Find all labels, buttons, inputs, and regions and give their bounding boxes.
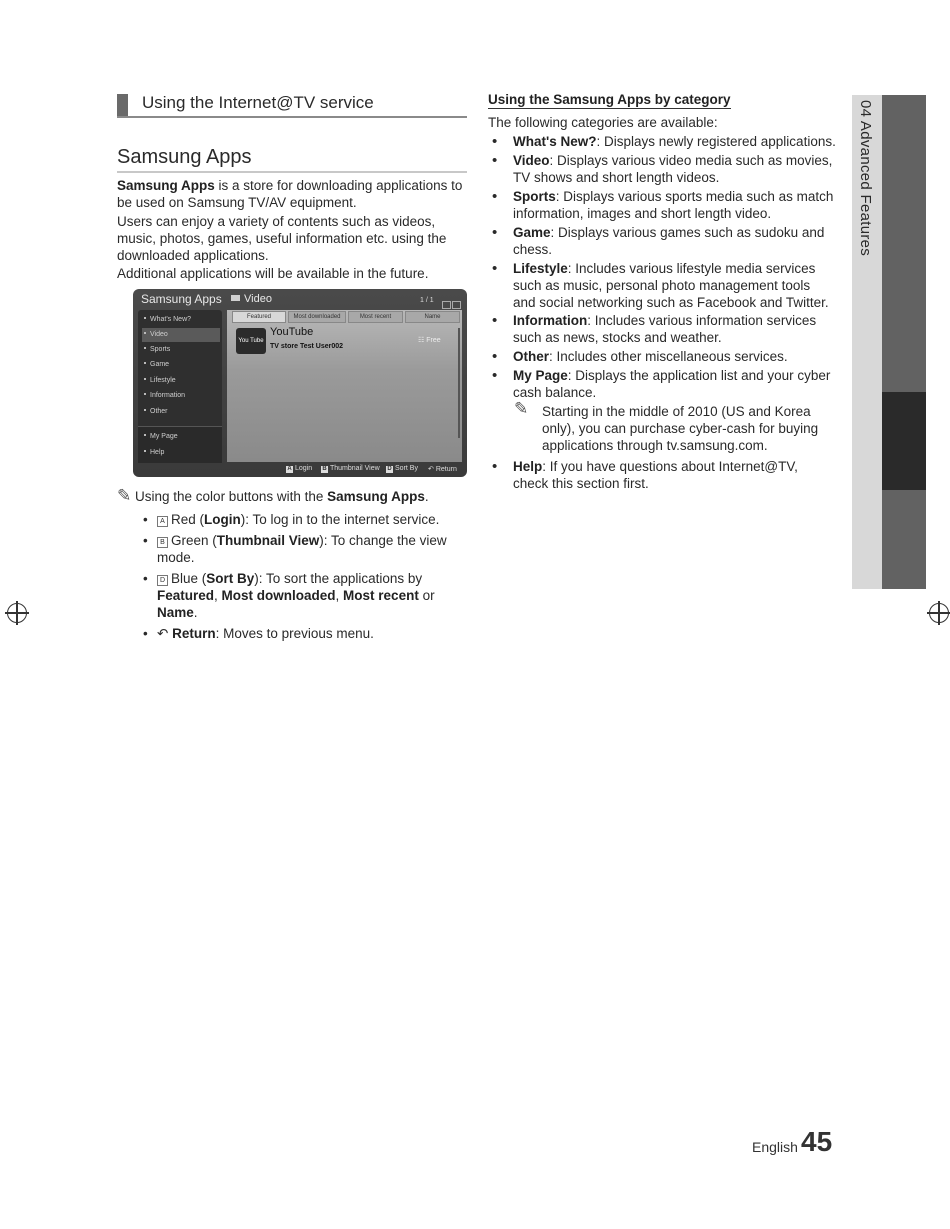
return-icon: ↶ xyxy=(428,466,434,473)
d-key-icon: D xyxy=(157,575,168,586)
category-information: Information: Includes various information services such as news, stocks and weather. xyxy=(513,313,817,345)
b-key-icon: B xyxy=(157,537,168,548)
category-intro: The following categories are available: xyxy=(488,115,718,130)
tab-most-recent[interactable]: Most recent xyxy=(348,311,403,323)
intro-paragraph-1 xyxy=(117,177,469,211)
screen-title: Samsung Apps xyxy=(141,292,222,306)
app-list-item[interactable] xyxy=(233,328,447,358)
sidebar-bottom xyxy=(138,426,222,463)
section-header xyxy=(117,92,467,118)
cyber-cash-note: Starting in the middle of 2010 (US and Korea only), you can purchase cyber-cash for buying applications through tv.samsung.com. xyxy=(542,404,819,453)
app-price: ☷ Free xyxy=(418,337,441,344)
video-icon xyxy=(231,295,240,301)
screen-content xyxy=(227,310,462,462)
intro-paragraph-2: Users can enjoy a variety of contents such as videos, music, photos, games, useful information etc. using the downloaded applications. xyxy=(117,214,447,263)
sidebar-item-game[interactable]: Game xyxy=(142,358,220,372)
side-tab-active-band xyxy=(882,392,926,490)
sidebar-item-my-page[interactable]: My Page xyxy=(142,430,220,444)
login-button[interactable]: A Login xyxy=(287,465,313,472)
category-lifestyle: Lifestyle: Includes various lifestyle media services such as music, personal photo management tools and social networking such as Facebook and Twitter. xyxy=(513,261,829,310)
sort-tabs xyxy=(232,311,460,321)
footer-language: English xyxy=(752,1139,798,1155)
category-other: Other: Includes other miscellaneous services. xyxy=(513,349,788,364)
sidebar-item-help[interactable]: Help xyxy=(142,446,220,460)
tab-most-downloaded[interactable]: Most downloaded xyxy=(288,311,346,323)
chapter-label: 04 Advanced Features xyxy=(857,100,874,257)
intro-bold: Samsung Apps xyxy=(117,178,215,193)
note-pencil-icon: ✎ xyxy=(514,399,529,418)
category-my-page: My Page: Displays the application list and your cyber cash balance. xyxy=(513,368,831,400)
tab-featured[interactable]: Featured xyxy=(232,311,286,323)
category-game: Game: Displays various games such as sudoku and chess. xyxy=(513,225,825,257)
category-help: Help: If you have questions about Internet@TV, check this section first. xyxy=(513,459,798,491)
section-header-text: Using the Internet@TV service xyxy=(142,93,374,112)
side-tab-band-lower xyxy=(882,490,926,589)
blue-button-item: D Blue (Sort By): To sort the applications by Featured, Most downloaded, Most recent or Name. xyxy=(157,571,435,620)
sidebar-item-sports[interactable]: Sports xyxy=(142,343,220,357)
intro-rest: is a store for downloading applications to be used on Samsung TV/AV equipment. xyxy=(117,178,463,210)
side-tab-band xyxy=(882,95,926,392)
tab-name[interactable]: Name xyxy=(405,311,460,323)
list-view-icon xyxy=(442,301,451,309)
note-pencil-icon: ✎ xyxy=(117,486,132,505)
thumbnail-view-button[interactable]: B Thumbnail View xyxy=(322,465,380,472)
return-icon: ↶ xyxy=(157,626,169,641)
page-number: 45 xyxy=(801,1126,833,1157)
color-buttons-note: ✎ Using the color buttons with the Samsung Apps. xyxy=(117,486,429,505)
red-button-item: A Red (Login): To log in to the internet service. xyxy=(157,511,469,528)
sidebar-item-lifestyle[interactable]: Lifestyle xyxy=(142,374,220,388)
a-key-icon: A xyxy=(157,516,168,527)
category-whats-new: What's New?: Displays newly registered applications. xyxy=(513,134,836,149)
sidebar-item-information[interactable]: Information xyxy=(142,389,220,403)
registration-mark-icon xyxy=(7,603,27,623)
category-sports: Sports: Displays various sports media such as match information, images and short length video. xyxy=(513,189,834,221)
youtube-icon: You Tube xyxy=(236,328,266,354)
sidebar-item-video[interactable]: Video xyxy=(142,328,220,342)
green-button-item: B Green (Thumbnail View): To change the view mode. xyxy=(157,533,447,565)
category-video: Video: Displays various video media such as movies, TV shows and short length videos. xyxy=(513,153,833,185)
sidebar-item-whats-new[interactable]: What's New? xyxy=(142,313,220,327)
registration-mark-icon xyxy=(929,603,949,623)
intro-paragraph-3: Additional applications will be available in the future. xyxy=(117,266,429,281)
screen-category xyxy=(231,293,272,305)
samsung-apps-screen xyxy=(133,289,467,477)
app-user: TV store Test User002 xyxy=(270,343,344,350)
return-item: ↶ Return: Moves to previous menu. xyxy=(157,626,374,641)
content-scrollbar[interactable] xyxy=(458,328,460,438)
return-button[interactable]: ↶ Return xyxy=(428,466,457,473)
screen-page-indicator: 1 / 1 xyxy=(420,297,434,304)
app-name: YouTube xyxy=(270,326,314,338)
section-marker xyxy=(117,94,128,116)
page-title: Samsung Apps xyxy=(117,146,467,173)
screen-category-label: Video xyxy=(244,293,272,305)
sidebar-item-other[interactable]: Other xyxy=(142,405,220,419)
screen-footer xyxy=(133,464,467,477)
grid-view-icon xyxy=(452,301,461,309)
sort-by-button[interactable]: D Sort By xyxy=(387,465,418,472)
category-heading: Using the Samsung Apps by category xyxy=(488,92,731,107)
